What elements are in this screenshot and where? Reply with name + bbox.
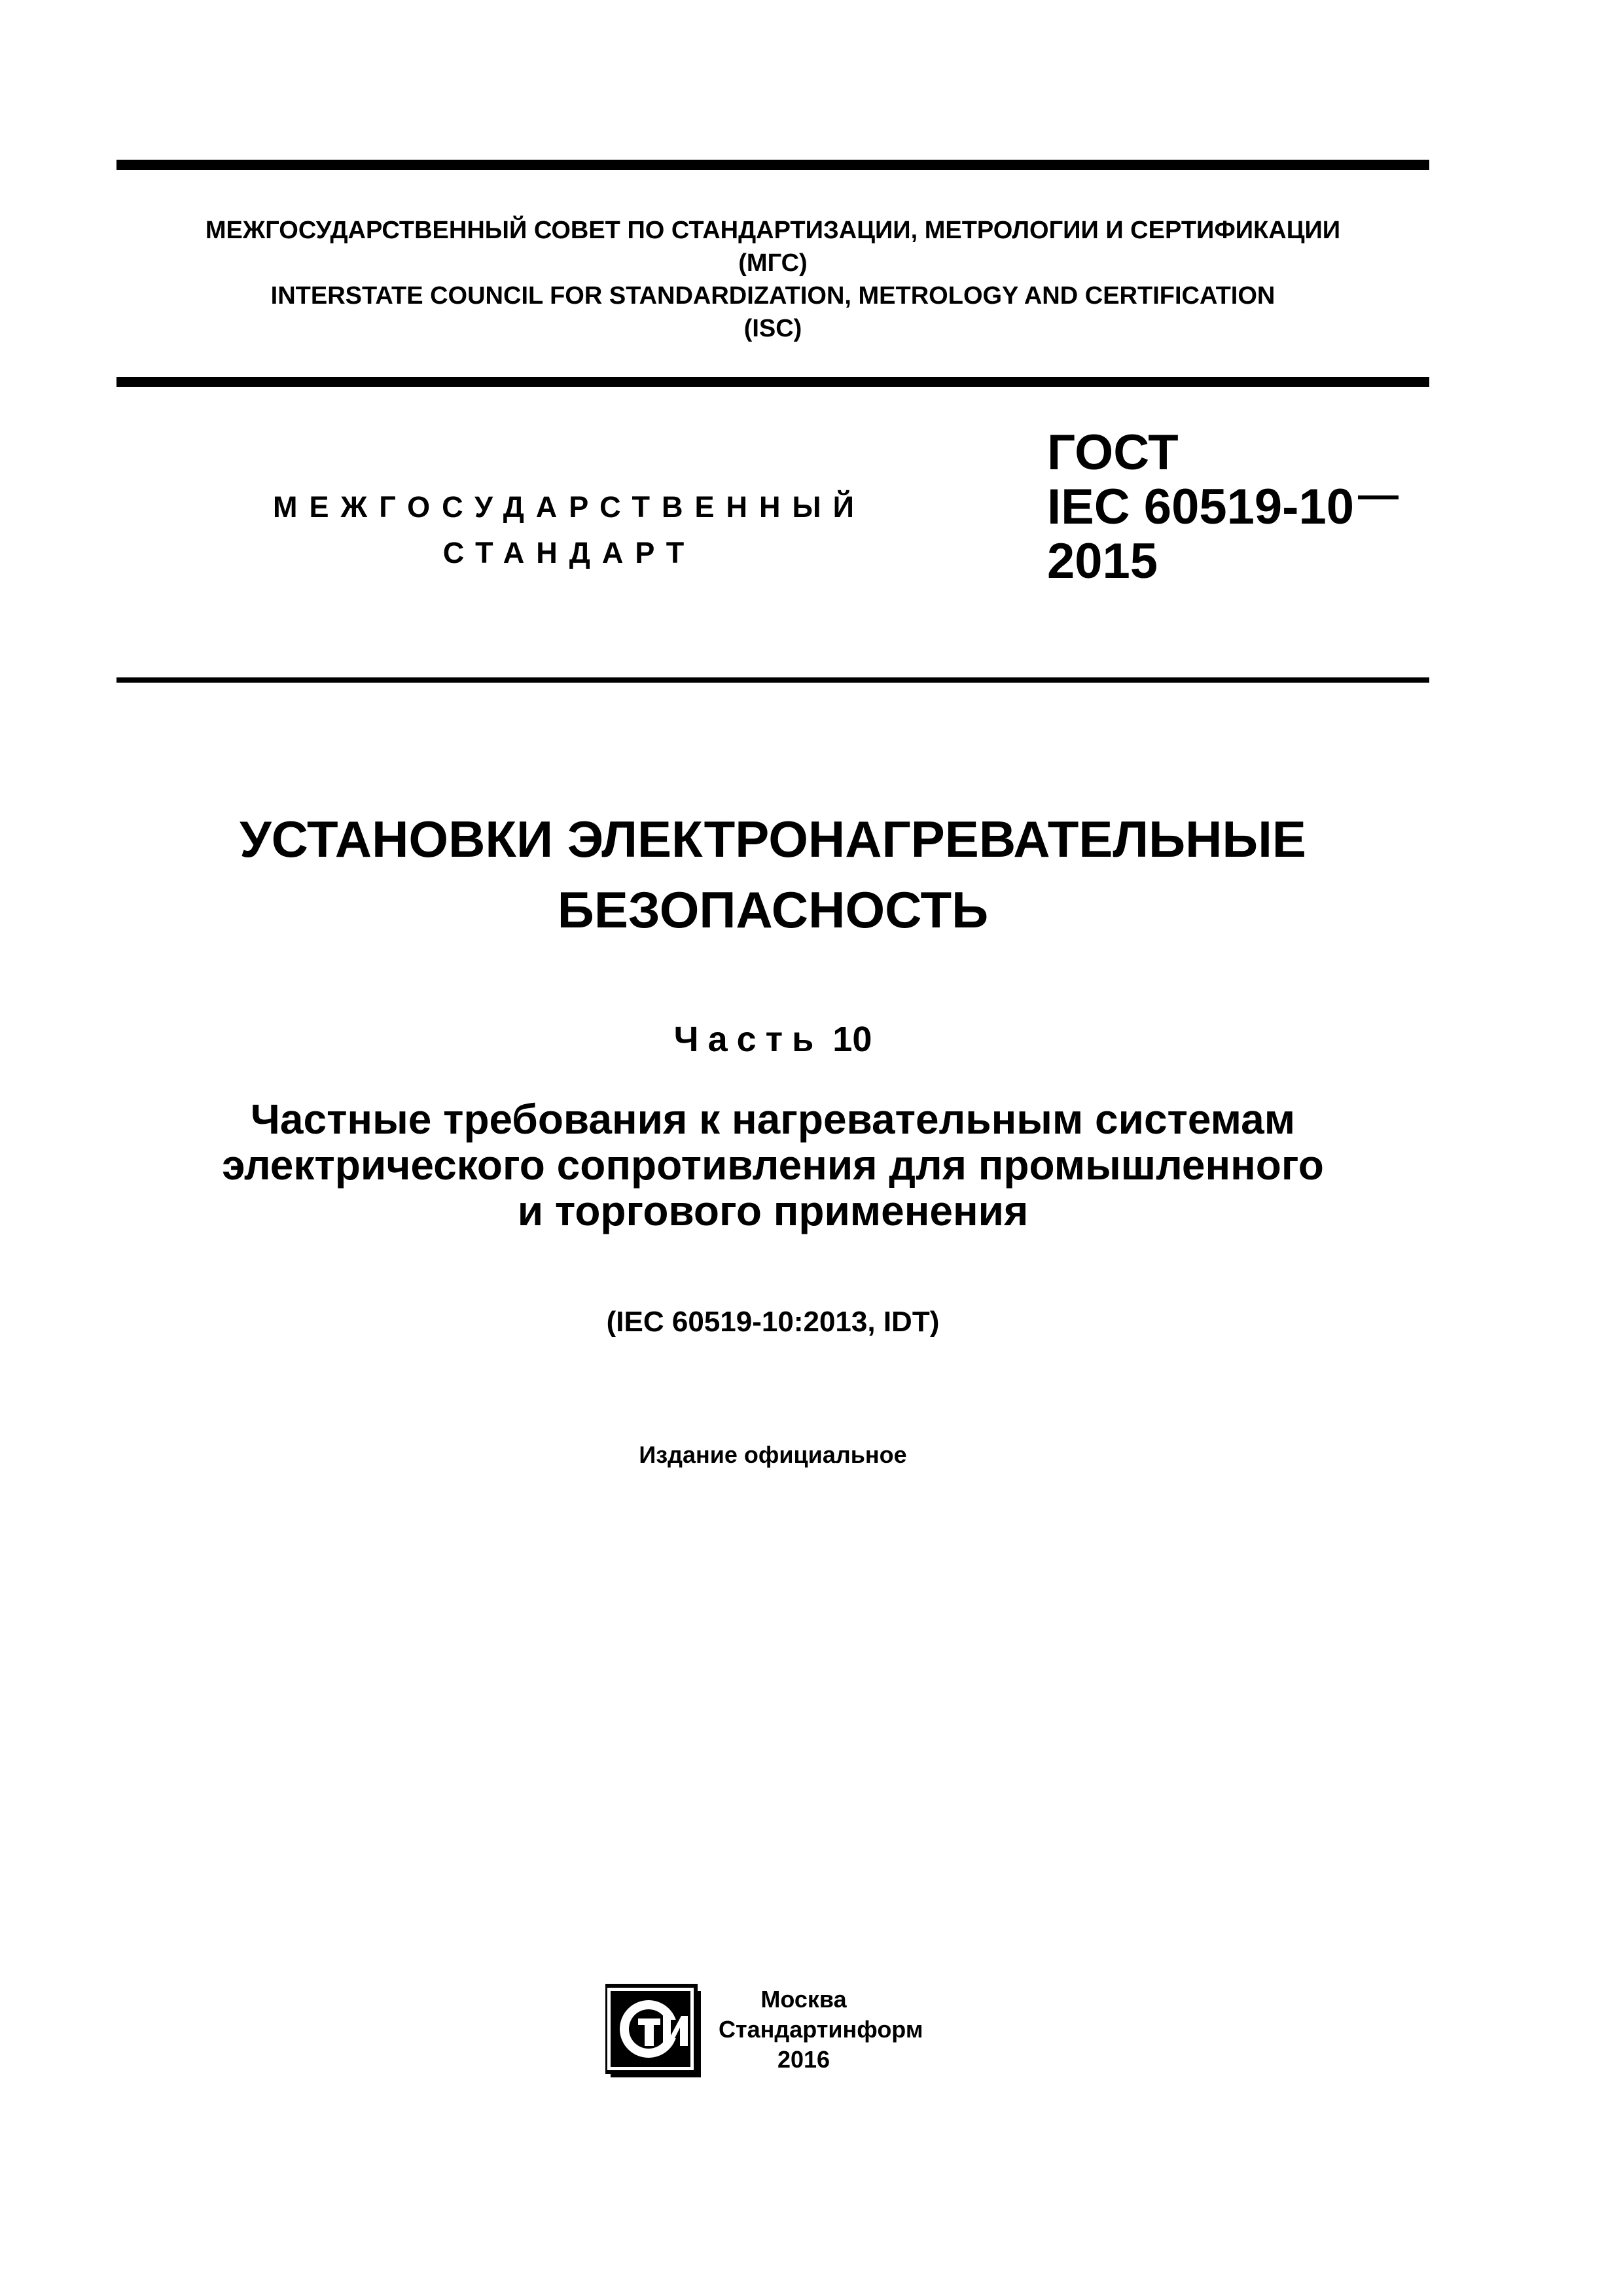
lower-rule: [116, 677, 1429, 683]
document-subtitle: [116, 1096, 1429, 1234]
standard-code-gost: ГОСТ: [1047, 425, 1179, 480]
publisher-name: Стандартинформ: [719, 2016, 923, 2043]
standard-kind-line1: МЕЖГОСУДАРСТВЕННЫЙ: [273, 490, 866, 524]
top-rule: [116, 160, 1429, 170]
standard-code: [1047, 425, 1399, 588]
subtitle-line3: и торгового применения: [517, 1187, 1029, 1234]
council-name-ru: МЕЖГОСУДАРСТВЕННЫЙ СОВЕТ ПО СТАНДАРТИЗАЦИИ, МЕТРОЛОГИИ И СЕРТИФИКАЦИИ: [205, 217, 1341, 244]
council-abbr-ru: (МГС): [738, 249, 808, 277]
subtitle-line2: электрического сопротивления для промышленного: [222, 1141, 1324, 1189]
publisher-year: 2016: [777, 2046, 830, 2073]
middle-rule: [116, 377, 1429, 387]
part-number: 10: [832, 1020, 872, 1059]
iec-reference: (IEC 60519-10:2013, IDT): [606, 1306, 940, 1338]
subtitle-line1: Частные требования к нагревательным системам: [250, 1096, 1296, 1143]
part-heading: [116, 1016, 1429, 1062]
publisher-city: Москва: [760, 1986, 847, 2013]
document-title-line1: УСТАНОВКИ ЭЛЕКТРОНАГРЕВАТЕЛЬНЫЕ: [240, 810, 1306, 868]
standard-code-year: 2015: [1047, 533, 1158, 589]
standard-kind-line2: СТАНДАРТ: [442, 536, 696, 569]
standard-code-number: IEC 60519-10: [1047, 479, 1354, 535]
council-header: [116, 214, 1429, 345]
council-abbr-en: (ISC): [743, 315, 802, 342]
standard-kind: [196, 484, 942, 576]
document-title: [116, 804, 1429, 945]
publisher-block: [719, 1984, 923, 2075]
code-dash: [1358, 495, 1399, 499]
council-name-en: INTERSTATE COUNCIL FOR STANDARDIZATION, METROLOGY AND CERTIFICATION: [270, 282, 1275, 310]
standartinform-logo-icon: [605, 1982, 704, 2080]
document-title-line2: БЕЗОПАСНОСТЬ: [557, 881, 989, 939]
edition-label: Издание официальное: [639, 1441, 907, 1468]
part-word: Часть: [673, 1020, 823, 1059]
